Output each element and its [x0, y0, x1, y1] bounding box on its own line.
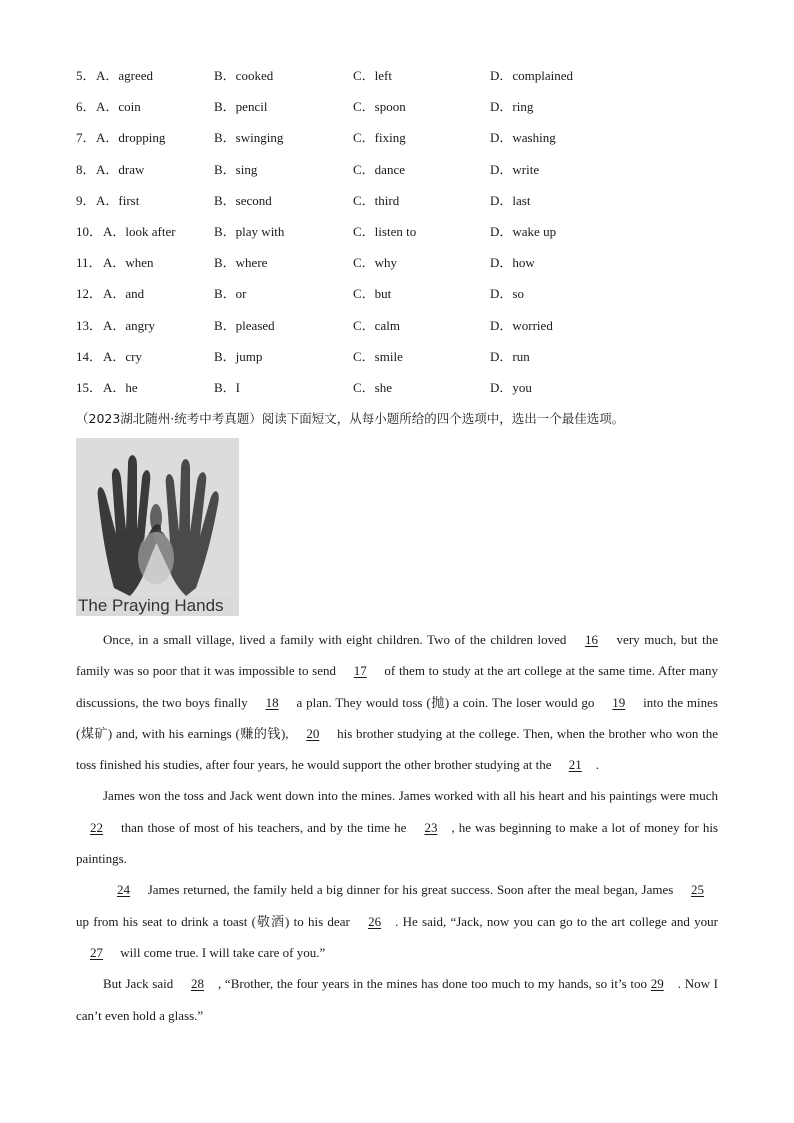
option-b: B．play with	[214, 223, 285, 239]
question-options-row	[76, 345, 716, 376]
blank-17: 17	[353, 663, 367, 679]
option-d: D．how	[490, 255, 535, 271]
question-number: 14．	[76, 348, 103, 364]
question-number: 10．	[76, 223, 103, 239]
option-b: B．I	[214, 379, 241, 395]
question-number: 8．	[76, 161, 96, 177]
option-c: C．fixing	[353, 130, 406, 146]
option-d: D．run	[490, 348, 530, 364]
option-c: C．listen to	[353, 223, 417, 239]
option-d: D．you	[490, 379, 532, 395]
option-b: B．sing	[214, 161, 258, 177]
option-c: C．why	[353, 255, 398, 271]
question-options-row	[76, 126, 716, 157]
question-number: 15．	[76, 379, 103, 395]
passage-paragraph-1	[76, 624, 718, 780]
blank-16: 16	[584, 632, 598, 647]
question-options-row	[76, 158, 716, 189]
option-d: D．wake up	[490, 223, 557, 239]
passage-text: James returned, the family held a big dinner for his great success. Soon after the meal began, James	[144, 882, 677, 898]
passage-text: But Jack said	[103, 976, 177, 992]
blank-22: 22	[90, 819, 103, 835]
blank-19: 19	[612, 694, 626, 710]
question-options-row	[76, 95, 716, 126]
blank-25: 25	[691, 882, 704, 898]
passage-text: James won the toss and Jack went down into the mines. James worked with all his heart and his paintings were much	[103, 788, 718, 804]
option-d: D．write	[490, 161, 540, 177]
passage-text: will come true. I will take care of you.”	[117, 944, 326, 960]
option-a: A．cry	[103, 348, 142, 364]
question-source-instruction: （2023湖北随州·统考中考真题）阅读下面短文，从每小题所给的四个选项中，选出一个最佳选项。	[76, 411, 625, 426]
question-number: 9．	[76, 192, 96, 208]
option-d: D．complained	[490, 68, 574, 83]
option-a: A．and	[103, 286, 145, 302]
question-options-row	[76, 314, 716, 345]
option-b: B．second	[214, 192, 272, 208]
passage-text: than those of most of his teachers, and by the time he	[117, 819, 411, 835]
passage-paragraph-3	[76, 874, 718, 968]
question-number: 5．	[76, 68, 96, 83]
option-c: C．calm	[353, 317, 400, 333]
option-d: D．so	[490, 286, 524, 302]
option-d: D．washing	[490, 130, 556, 146]
question-options-row	[76, 64, 716, 95]
answer-options	[76, 64, 716, 407]
option-b: B．swinging	[214, 130, 284, 146]
blank-23: 23	[424, 819, 438, 835]
passage-text: , he was beginning to make a lot of money for his paintings.	[76, 819, 719, 867]
option-b: B．or	[214, 286, 247, 302]
option-b: B．pleased	[214, 317, 275, 333]
option-d: D．ring	[490, 99, 534, 115]
reading-passage	[76, 624, 718, 1031]
option-d: D．last	[490, 192, 531, 208]
praying-hands-illustration	[76, 438, 239, 616]
question-options-row	[76, 220, 716, 251]
passage-text: . He said, “Jack, now you can go to the art college and your	[395, 913, 719, 929]
option-c: C．left	[353, 68, 392, 83]
option-b: B．where	[214, 255, 268, 271]
passage-text: very much, but the family was so poor that it was impossible to send	[76, 632, 718, 679]
option-b: B．pencil	[214, 99, 268, 115]
passage-text: up from his seat to drink a toast (敬酒) to his dear	[76, 913, 355, 929]
question-options-row	[76, 282, 716, 313]
question-number: 12．	[76, 286, 103, 302]
option-d: D．worried	[490, 317, 553, 333]
option-a: A．when	[103, 255, 154, 271]
blank-29: 29	[650, 976, 664, 992]
option-c: C．smile	[353, 348, 403, 364]
passage-text: , “Brother, the four years in the mines has done too much to my hands, so it’s too	[217, 976, 651, 992]
option-a: A．agreed	[96, 68, 154, 83]
option-a: A．first	[96, 192, 140, 208]
passage-text: into the mines (煤矿) and, with his earnings (赚的钱),	[76, 694, 718, 741]
option-a: A．draw	[96, 161, 145, 177]
question-number: 7．	[76, 130, 96, 146]
question-number: 6．	[76, 99, 96, 115]
blank-26: 26	[368, 913, 382, 929]
blank-27: 27	[90, 944, 103, 960]
question-options-row	[76, 376, 716, 407]
blank-24: 24	[117, 882, 130, 898]
option-a: A．look after	[103, 223, 176, 239]
option-c: C．dance	[353, 161, 405, 177]
passage-text: . Now I can’t even hold a glass.”	[76, 976, 719, 1023]
passage-text: a plan. They would toss (抛) a coin. The loser would go	[292, 694, 599, 710]
passage-paragraph-4	[76, 968, 718, 1031]
option-c: C．spoon	[353, 99, 406, 115]
blank-21: 21	[568, 757, 582, 773]
option-b: B．jump	[214, 348, 263, 364]
praying-hands-figure	[76, 438, 239, 616]
image-caption: The Praying Hands	[78, 596, 224, 615]
option-b: B．cooked	[214, 68, 274, 83]
passage-text: Once, in a small village, lived a family with eight children. Two of the children loved	[103, 632, 571, 647]
option-c: C．third	[353, 192, 400, 208]
question-options-row	[76, 251, 716, 282]
passage-text: of them to study at the art college at the same time. After many discussions, the two boys finally	[76, 663, 718, 710]
option-a: A．he	[103, 379, 138, 395]
option-c: C．but	[353, 286, 392, 302]
option-a: A．coin	[96, 99, 141, 115]
question-number: 11．	[76, 255, 102, 271]
blank-20: 20	[306, 725, 320, 741]
passage-paragraph-2	[76, 780, 718, 874]
option-a: A．angry	[103, 317, 155, 333]
passage-text: his brother studying at the college. Then, when the brother who won the toss finished his studies, after four years, he would support the other brother studying at the	[76, 725, 718, 773]
question-options-row	[76, 189, 716, 220]
question-number: 13．	[76, 317, 103, 333]
option-c: C．she	[353, 379, 393, 395]
passage-text: .	[595, 757, 599, 773]
blank-28: 28	[190, 976, 204, 992]
blank-18: 18	[265, 694, 279, 710]
option-a: A．dropping	[96, 130, 166, 146]
